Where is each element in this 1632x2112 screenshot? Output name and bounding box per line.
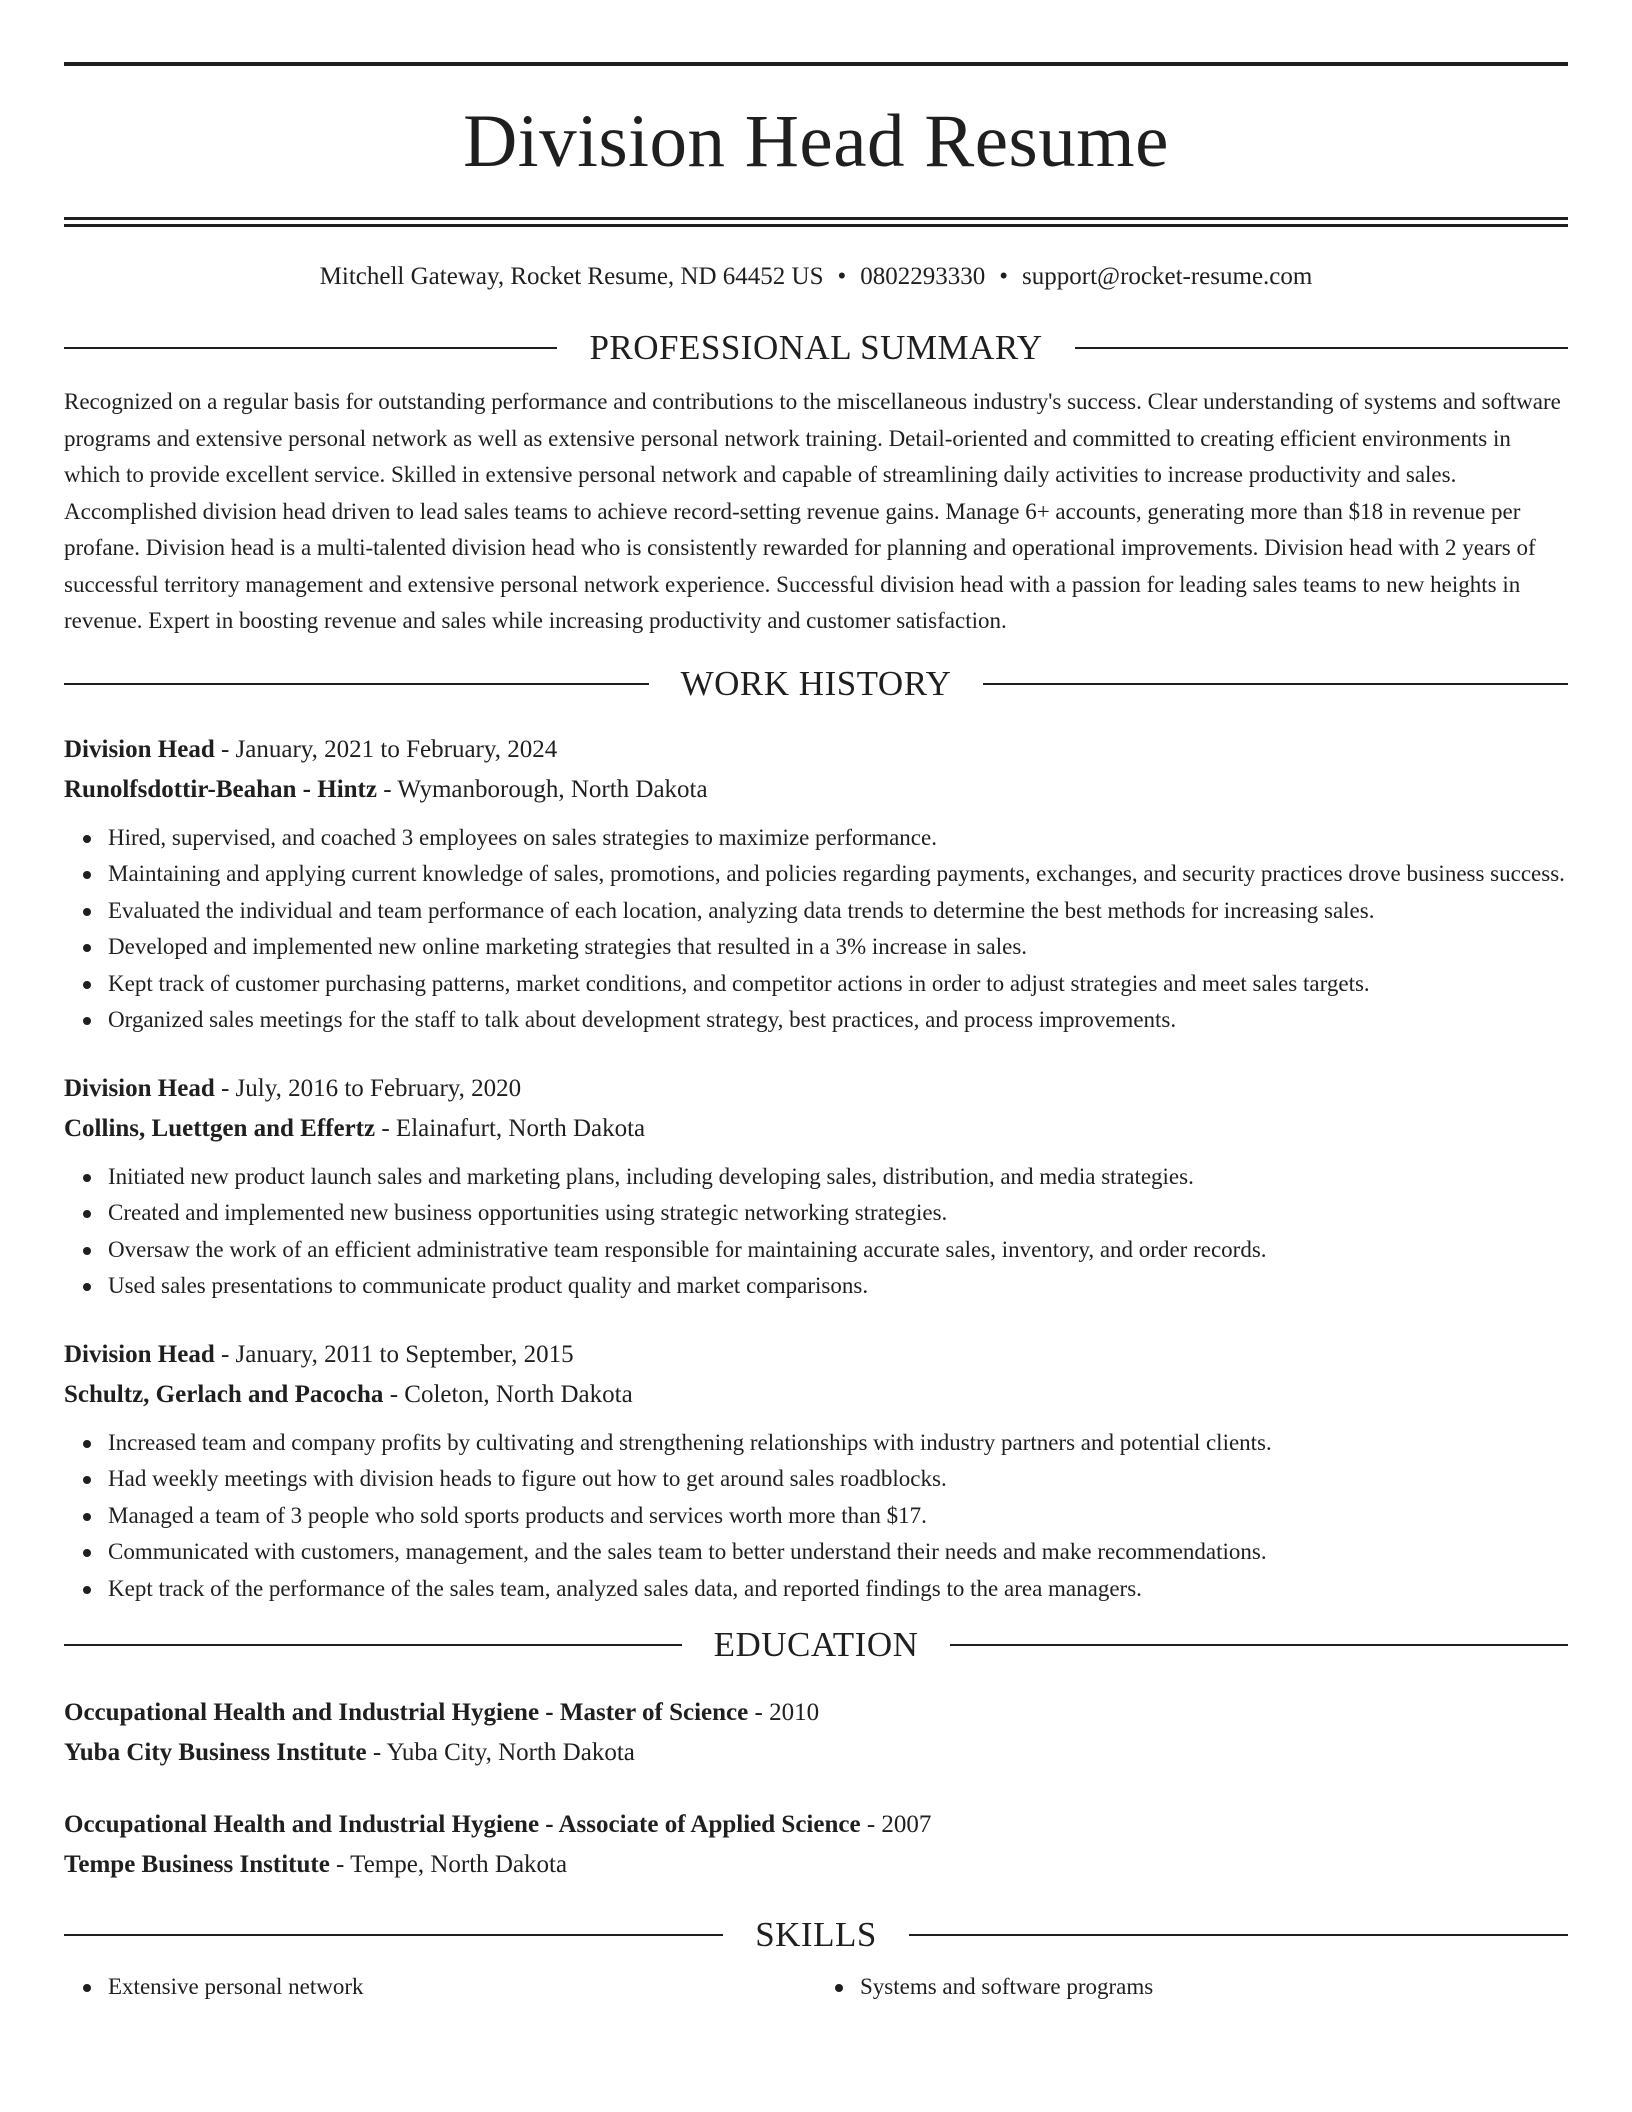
list-item: Kept track of customer purchasing patterns, market conditions, and competitor actions in order to adjust strategies and meet sales targets. <box>108 966 1568 1003</box>
contact-address: Mitchell Gateway, Rocket Resume, ND 64452 US <box>319 263 824 290</box>
list-item: Used sales presentations to communicate product quality and market comparisons. <box>108 1268 1568 1305</box>
section-header-summary <box>64 328 1568 368</box>
education-school-line <box>64 1733 1568 1773</box>
job-location: - Elainafurt, North Dakota <box>375 1114 646 1142</box>
job-bullet-list <box>64 820 1568 1039</box>
resume-title: Division Head Resume <box>463 100 1169 183</box>
section-rule-left <box>64 347 557 349</box>
job-dates: - January, 2011 to September, 2015 <box>214 1340 574 1368</box>
list-item: Organized sales meetings for the staff to talk about development strategy, best practices, and process improvements. <box>108 1002 1568 1039</box>
job-entry <box>64 730 1568 1039</box>
section-title-education: EDUCATION <box>713 1625 919 1664</box>
education-degree-line <box>64 1805 1568 1845</box>
section-rule-right <box>950 1644 1568 1646</box>
section-header-education <box>64 1625 1568 1665</box>
education-school-line <box>64 1845 1568 1885</box>
list-item: Developed and implemented new online marketing strategies that resulted in a 3% increase in sales. <box>108 929 1568 966</box>
list-item: Managed a team of 3 people who sold sports products and services worth more than $17. <box>108 1498 1568 1535</box>
list-item: Communicated with customers, management, and the sales team to better understand their needs and make recommendations. <box>108 1534 1568 1571</box>
job-title: Division Head <box>64 1074 215 1102</box>
section-rule-right <box>983 683 1568 685</box>
summary-paragraph: Recognized on a regular basis for outstanding performance and contributions to the miscellaneous industry's success. Clear understanding of systems and software programs and extensive personal network as well as extensive personal network training. Detail-oriented and committed to creating efficient environments in which to provide excellent service. Skilled in extensive personal network and capable of streamlining daily activities to increase productivity and sales. Accomplished division head driven to lead sales teams to achieve record-setting revenue gains. Manage 6+ accounts, generating more than $18 in revenue per profane. Division head is a multi-talented division head who is consistently rewarded for planning and operational improvements. Division head with 2 years of successful territory management and extensive personal network experience. Successful division head with a passion for leading sales teams to new heights in revenue. Expert in boosting revenue and sales while increasing productivity and customer satisfaction. <box>64 389 1561 633</box>
list-item: Created and implemented new business opportunities using strategic networking strategies. <box>108 1195 1568 1232</box>
education-entry <box>64 1693 1568 1773</box>
list-item: Systems and software programs <box>860 1969 1568 2006</box>
job-entry <box>64 1069 1568 1305</box>
title-double-rule <box>64 217 1568 227</box>
job-dates: - July, 2016 to February, 2020 <box>214 1074 522 1102</box>
resume-page <box>64 62 1568 2006</box>
skills-list-left <box>64 1969 816 2006</box>
contact-line <box>64 262 1568 292</box>
education-school: Tempe Business Institute <box>64 1851 330 1878</box>
job-location: - Coleton, North Dakota <box>383 1380 633 1408</box>
section-rule-right <box>1075 347 1568 349</box>
contact-phone: 0802293330 <box>860 263 986 290</box>
education-year: - 2007 <box>860 1811 932 1838</box>
section-header-skills <box>64 1915 1568 1955</box>
section-title-work: WORK HISTORY <box>680 663 952 703</box>
contact-separator: • <box>837 263 847 290</box>
job-dates: - January, 2021 to February, 2024 <box>214 735 558 763</box>
job-entry <box>64 1335 1568 1608</box>
education-school: Yuba City Business Institute <box>64 1739 367 1766</box>
job-company-line <box>64 1375 1568 1415</box>
section-rule-left <box>64 683 649 685</box>
education-entry <box>64 1805 1568 1885</box>
list-item: Extensive personal network <box>108 1969 816 2006</box>
education-degree: Occupational Health and Industrial Hygiene - Master of Science <box>64 1699 749 1726</box>
job-title-line <box>64 730 1568 770</box>
section-rule-right <box>909 1934 1568 1936</box>
job-company-line <box>64 1109 1568 1149</box>
list-item: Evaluated the individual and team performance of each location, analyzing data trends to determine the best methods for increasing sales. <box>108 893 1568 930</box>
list-item: Maintaining and applying current knowledge of sales, promotions, and policies regarding payments, exchanges, and security practices drove business success. <box>108 856 1568 893</box>
job-company: Runolfsdottir-Beahan - Hintz <box>64 775 377 803</box>
list-item: Oversaw the work of an efficient administrative team responsible for maintaining accurate sales, inventory, and order records. <box>108 1232 1568 1269</box>
skills-columns <box>64 1969 1568 2006</box>
contact-email: support@rocket-resume.com <box>1022 263 1313 290</box>
section-title-skills: SKILLS <box>755 1915 877 1954</box>
education-location: - Yuba City, North Dakota <box>366 1739 635 1766</box>
education-degree-line <box>64 1693 1568 1733</box>
job-title-line <box>64 1335 1568 1375</box>
section-title-summary: PROFESSIONAL SUMMARY <box>589 328 1043 367</box>
section-rule-left <box>64 1934 723 1936</box>
list-item: Hired, supervised, and coached 3 employees on sales strategies to maximize performance. <box>108 820 1568 857</box>
top-rule <box>64 62 1568 66</box>
education-location: - Tempe, North Dakota <box>329 1851 568 1878</box>
job-bullet-list <box>64 1425 1568 1608</box>
education-degree: Occupational Health and Industrial Hygiene - Associate of Applied Science <box>64 1811 861 1838</box>
job-company: Schultz, Gerlach and Pacocha <box>64 1380 384 1408</box>
job-company: Collins, Luettgen and Effertz <box>64 1114 376 1142</box>
job-title: Division Head <box>64 735 215 763</box>
job-company-line <box>64 770 1568 810</box>
list-item: Initiated new product launch sales and marketing plans, including developing sales, distribution, and media strategies. <box>108 1159 1568 1196</box>
list-item: Kept track of the performance of the sales team, analyzed sales data, and reported findings to the area managers. <box>108 1571 1568 1608</box>
skills-list-right <box>816 1969 1568 2006</box>
contact-separator: • <box>999 263 1009 290</box>
job-bullet-list <box>64 1159 1568 1305</box>
job-title: Division Head <box>64 1340 215 1368</box>
section-header-work <box>64 664 1568 704</box>
education-year: - 2010 <box>748 1699 820 1726</box>
list-item: Had weekly meetings with division heads to figure out how to get around sales roadblocks. <box>108 1461 1568 1498</box>
job-location: - Wymanborough, North Dakota <box>376 775 708 803</box>
list-item: Increased team and company profits by cultivating and strengthening relationships with industry partners and potential clients. <box>108 1425 1568 1462</box>
job-title-line <box>64 1069 1568 1109</box>
section-rule-left <box>64 1644 682 1646</box>
